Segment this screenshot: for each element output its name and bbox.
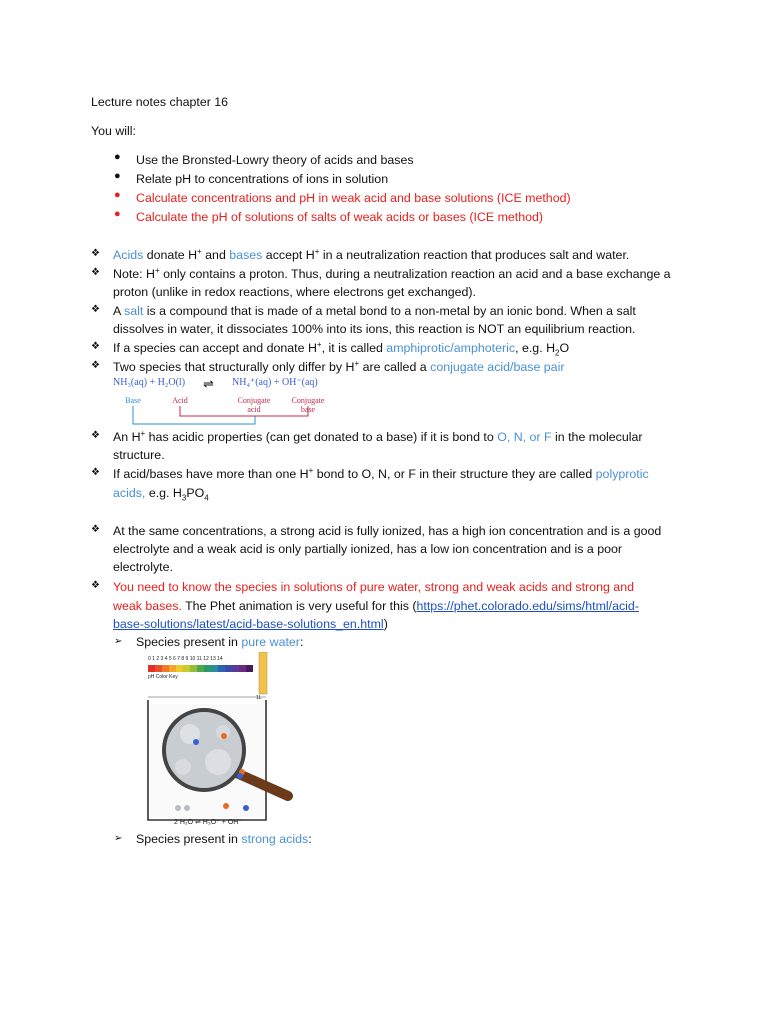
label-conjugate-base: Conjugate base: [291, 396, 325, 414]
objective-4: Calculate the pH of solutions of salts of weak acids or bases (ICE method): [136, 210, 544, 224]
ph-scale-numbers: 0 1 2 3 4 5 6 7 8 9 10 11 12 13 14: [148, 656, 223, 662]
paragraph-amphiprotic: If a species can accept and donate H+, it is called amphiprotic/amphoteric, e.g. $H_2O$: [113, 339, 570, 358]
bullet-icon: ●: [114, 170, 121, 182]
paragraph-polyprotic: If acid/bases have more than one H+ bond to O, N, or F in their structure they are called polyprotic: [113, 465, 649, 481]
paragraph-species-red: You need to know the species in solutions of pure water, strong and weak acids and strong and: [113, 580, 634, 594]
paragraph-phet: weak bases. The Phet animation is very useful for this (https://phet.colorado.edu/sims/html/acid-: [113, 599, 639, 613]
paragraph-note-line2: proton (unlike in redox reactions, where electrons get exchanged).: [113, 285, 476, 299]
diamond-bullet-icon: ❖: [91, 467, 100, 478]
ph-color-key-label: pH Color Key: [148, 674, 178, 680]
objective-2: Relate pH to concentrations of ions in solution: [136, 172, 389, 186]
paragraph-acids-bases: Acids donate H+ and bases accept H+ in a neutralization reaction that produces salt and water.: [113, 246, 630, 262]
arrowhead-bullet-icon: ➢: [114, 833, 123, 844]
paragraph-strong-weak-line3: electrolyte.: [113, 560, 173, 574]
paragraph-phet-line2: base-solutions/latest/acid-base-solutions_en.html): [113, 617, 388, 631]
volume-label: 1L: [256, 695, 262, 701]
paragraph-polyprotic-line2: acids, e.g. $H_3PO_4$: [113, 486, 209, 503]
diamond-bullet-icon: ❖: [91, 580, 100, 591]
paragraph-strong-weak: At the same concentrations, a strong acid is fully ionized, has a high ion concentration and is a good: [113, 524, 662, 538]
paragraph-strong-weak-line2: electrolyte and a weak acid is only partially ionized, has a low ion concentration and is a poor: [113, 542, 622, 556]
arrowhead-bullet-icon: ➢: [114, 636, 123, 647]
objective-1: Use the Bronsted-Lowry theory of acids and bases: [136, 153, 414, 167]
objective-3: Calculate concentrations and pH in weak acid and base solutions (ICE method): [136, 191, 571, 205]
diamond-bullet-icon: ❖: [91, 267, 100, 278]
paragraph-salt: A salt is a compound that is made of a metal bond to a non-metal by an ionic bond. When a salt: [113, 304, 636, 318]
diamond-bullet-icon: ❖: [91, 248, 100, 259]
label-conjugate-acid: Conjugate acid: [237, 396, 271, 414]
equilibrium-arrow-icon: ⇌: [203, 376, 214, 391]
bullet-icon: ●: [114, 189, 121, 201]
paragraph-salt-line2: dissolves in water, it dissociates 100% into its ions, this reaction is NOT an equilibrium reaction.: [113, 322, 636, 336]
label-acid: Acid: [172, 396, 188, 405]
diamond-bullet-icon: ❖: [91, 360, 100, 371]
water-equation: 2 H₂O ⇌ H₃O⁺ + OH⁻: [174, 819, 243, 826]
equation-products: NH₄⁺(aq) + OH⁻(aq): [232, 377, 318, 388]
bullet-icon: ●: [114, 151, 121, 163]
phet-link-continued[interactable]: base-solutions/latest/acid-base-solutions_en.html: [113, 617, 384, 631]
species-strong-acids: Species present in strong acids:: [136, 832, 312, 846]
connector-lines: [110, 386, 340, 430]
you-will-heading: You will:: [91, 124, 136, 138]
diamond-bullet-icon: ❖: [91, 430, 100, 441]
label-base: Base: [125, 396, 141, 405]
equation-reactants: NH₃(aq) + H₂O(l): [113, 377, 186, 388]
paragraph-conjugate: Two species that structurally only differ by H+ are called a conjugate acid/base pair: [113, 358, 565, 374]
phet-pure-water-figure: [138, 652, 298, 830]
diamond-bullet-icon: ❖: [91, 304, 100, 315]
paragraph-note: Note: H+ only contains a proton. Thus, during a neutralization reaction an acid and a base exchange a: [113, 265, 671, 281]
paragraph-acidic-h-line2: structure.: [113, 448, 165, 462]
doc-title: Lecture notes chapter 16: [91, 95, 229, 109]
diamond-bullet-icon: ❖: [91, 524, 100, 535]
species-pure-water: Species present in pure water:: [136, 635, 304, 649]
bullet-icon: ●: [114, 208, 121, 220]
diamond-bullet-icon: ❖: [91, 341, 100, 352]
phet-link[interactable]: https://phet.colorado.edu/sims/html/acid-: [416, 599, 639, 613]
paragraph-acidic-h: An H+ has acidic properties (can get donated to a base) if it is bond to O, N, or F in the molecular: [113, 428, 643, 444]
